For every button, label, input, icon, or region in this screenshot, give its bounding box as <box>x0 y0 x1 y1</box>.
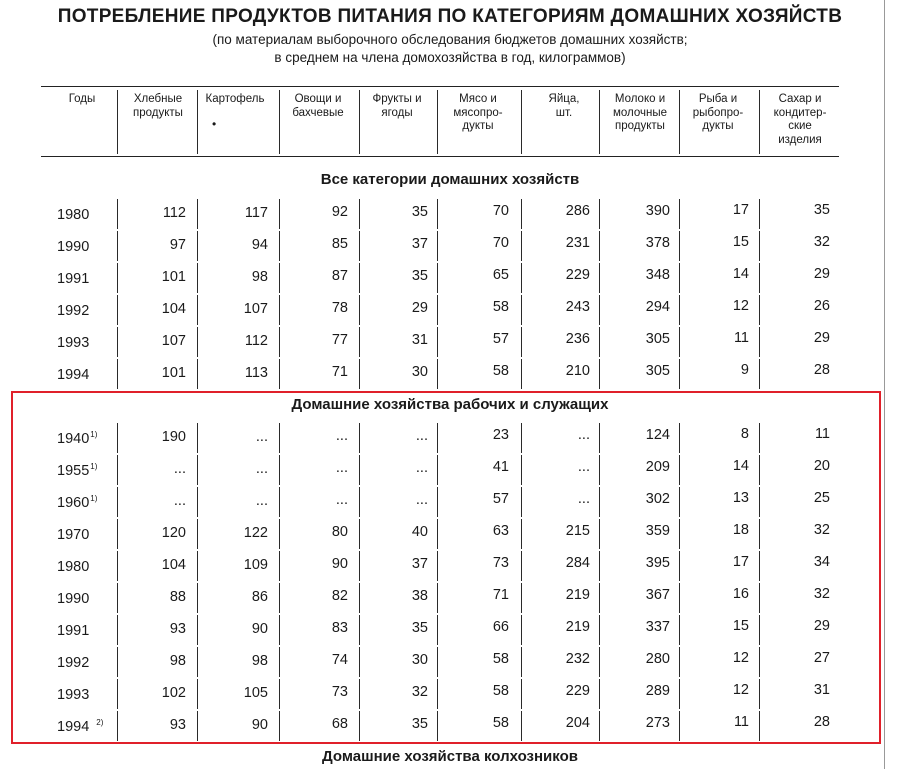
column-divider <box>197 295 198 325</box>
table-cell: 107 <box>243 300 268 317</box>
year-value: 1990 <box>57 239 90 255</box>
column-divider <box>759 295 760 325</box>
table-cell: 120 <box>161 525 186 541</box>
year-value: 1970 <box>57 527 90 543</box>
column-header-line: Яйца, <box>548 93 580 105</box>
table-cell: 90 <box>331 556 348 573</box>
column-divider <box>197 359 198 389</box>
table-cell: 85 <box>331 236 348 253</box>
table-cell: 395 <box>645 554 670 571</box>
table-cell: 113 <box>244 364 268 381</box>
header-column-divider <box>437 90 438 154</box>
table-cell: 28 <box>813 361 830 378</box>
table-subtitle-line-1: (по материалам выборочного обследования бюджетов домашних хозяйств; <box>212 32 688 47</box>
table-cell: 70 <box>492 235 509 252</box>
table-cell: 63 <box>492 523 509 540</box>
table-cell: 229 <box>565 267 590 283</box>
table-cell: 102 <box>161 685 186 701</box>
column-header-line: шт. <box>555 106 573 119</box>
column-header-line: дукты <box>702 120 734 132</box>
year-value: 1980 <box>57 207 90 223</box>
column-divider <box>437 263 438 293</box>
year-value: 1955 <box>57 463 90 479</box>
table-cell: ... <box>335 428 348 445</box>
column-divider <box>359 359 360 389</box>
table-cell: ... <box>173 461 186 477</box>
footnote-mark: 1) <box>90 462 98 471</box>
table-cell: 15 <box>732 618 749 635</box>
column-divider <box>679 359 680 389</box>
table-cell: ... <box>577 427 590 443</box>
row-year <box>57 367 89 383</box>
table-cell: 83 <box>331 620 348 637</box>
table-cell: 35 <box>411 715 428 732</box>
table-cell: 11 <box>733 714 749 731</box>
column-header <box>676 93 760 134</box>
table-cell: 29 <box>813 617 830 634</box>
column-header-line: Сахар и <box>778 93 822 105</box>
table-cell: 11 <box>814 425 830 442</box>
table-cell: 82 <box>331 588 348 605</box>
column-header-line: Фрукты и <box>372 93 422 105</box>
column-divider <box>599 263 600 293</box>
table-cell: 18 <box>732 522 749 539</box>
section-title: Все категории домашних хозяйств <box>320 171 580 188</box>
column-header-line: ягоды <box>381 106 413 119</box>
table-cell: 58 <box>492 715 509 732</box>
row-year <box>57 335 89 351</box>
table-cell: 58 <box>492 299 509 316</box>
table-cell: 31 <box>411 331 428 348</box>
table-cell: 66 <box>492 619 509 636</box>
table-cell: 210 <box>565 363 590 379</box>
column-divider <box>521 231 522 261</box>
table-cell: 109 <box>243 556 268 573</box>
table-cell: 32 <box>813 585 830 602</box>
column-divider <box>521 295 522 325</box>
column-divider <box>117 231 118 261</box>
column-divider <box>359 263 360 293</box>
table-cell: 71 <box>331 364 348 381</box>
column-divider <box>759 359 760 389</box>
column-header-line: дукты <box>462 120 494 132</box>
table-cell: 80 <box>331 524 348 541</box>
table-cell: 98 <box>251 652 268 669</box>
print-speck: • <box>212 117 217 131</box>
column-divider <box>437 295 438 325</box>
column-header-line: Овощи и <box>294 93 342 105</box>
table-cell: 14 <box>732 458 749 475</box>
column-divider <box>521 199 522 229</box>
table-cell: 40 <box>411 523 428 540</box>
column-divider <box>759 231 760 261</box>
table-cell: 17 <box>732 202 749 219</box>
column-divider <box>437 199 438 229</box>
table-cell: 294 <box>645 298 670 315</box>
column-divider <box>197 199 198 229</box>
footnote-mark: 1) <box>90 430 98 439</box>
column-divider <box>359 231 360 261</box>
table-cell: 58 <box>492 651 509 668</box>
table-cell: 29 <box>813 329 830 346</box>
column-divider <box>279 295 280 325</box>
table-cell: 117 <box>244 204 268 221</box>
column-divider <box>279 263 280 293</box>
column-header <box>276 93 360 120</box>
section-title: Домашние хозяйства рабочих и служащих <box>291 396 609 413</box>
table-cell: 289 <box>645 682 670 699</box>
table-cell: 97 <box>169 237 186 253</box>
header-column-divider <box>599 90 600 154</box>
table-cell: 359 <box>645 522 670 539</box>
table-cell: 390 <box>645 202 670 219</box>
table-cell: 11 <box>733 330 749 347</box>
table-cell: 90 <box>251 620 268 637</box>
table-cell: 26 <box>813 297 830 314</box>
column-header-line: изделия <box>778 133 822 146</box>
highlight-box <box>11 391 881 744</box>
table-cell: 27 <box>813 649 830 666</box>
table-cell: 92 <box>331 204 348 221</box>
table-cell: 286 <box>565 203 590 219</box>
table-cell: ... <box>335 460 348 477</box>
table-cell: 229 <box>565 683 590 699</box>
table-cell: ... <box>255 492 268 509</box>
table-cell: 280 <box>645 650 670 667</box>
table-cell: 93 <box>169 621 186 637</box>
table-cell: 30 <box>411 363 428 380</box>
header-column-divider <box>359 90 360 154</box>
column-header-line: кондитер- <box>773 106 827 119</box>
header-column-divider <box>679 90 680 154</box>
column-header-line: Годы <box>68 93 96 105</box>
table-cell: ... <box>415 427 428 444</box>
table-cell: 35 <box>411 203 428 220</box>
column-divider <box>679 199 680 229</box>
table-cell: 232 <box>565 651 590 667</box>
table-cell: 71 <box>492 587 509 604</box>
column-divider <box>521 359 522 389</box>
table-cell: 17 <box>732 554 749 571</box>
column-divider <box>759 327 760 357</box>
table-cell: 90 <box>251 716 268 733</box>
table-cell: 219 <box>565 619 590 635</box>
table-cell: 38 <box>411 587 428 604</box>
table-cell: 122 <box>243 524 268 541</box>
table-cell: 14 <box>732 266 749 283</box>
column-header-line: Рыба и <box>698 93 738 105</box>
column-header <box>522 93 606 120</box>
table-cell: 112 <box>244 332 268 349</box>
table-cell: 58 <box>492 683 509 700</box>
column-divider <box>679 295 680 325</box>
table-cell: 58 <box>492 363 509 380</box>
table-cell: ... <box>577 491 590 507</box>
table-cell: 37 <box>411 555 428 572</box>
column-header-line: продукты <box>133 106 183 119</box>
year-value: 1991 <box>57 271 90 287</box>
column-divider <box>359 199 360 229</box>
table-cell: 101 <box>161 365 186 381</box>
table-cell: 8 <box>740 426 749 443</box>
table-cell: 30 <box>411 651 428 668</box>
column-divider <box>679 327 680 357</box>
column-divider <box>117 359 118 389</box>
column-header-line: Мясо и <box>459 93 497 105</box>
column-divider <box>117 263 118 293</box>
table-cell: 112 <box>162 205 186 221</box>
table-cell: 94 <box>251 236 268 253</box>
table-cell: 16 <box>732 586 749 603</box>
column-divider <box>279 231 280 261</box>
column-header <box>193 93 277 107</box>
column-divider <box>679 231 680 261</box>
table-cell: 25 <box>813 489 830 506</box>
table-cell: 23 <box>492 427 509 444</box>
table-cell: 101 <box>161 269 186 285</box>
table-cell: 302 <box>645 490 670 507</box>
column-divider <box>197 231 198 261</box>
header-top-rule <box>41 86 839 87</box>
table-cell: 284 <box>565 555 590 571</box>
column-divider <box>197 327 198 357</box>
table-cell: 98 <box>169 653 186 669</box>
table-cell: 35 <box>411 619 428 636</box>
row-year <box>57 207 89 223</box>
table-cell: 37 <box>411 235 428 252</box>
column-header-line: молочные <box>612 106 668 119</box>
table-cell: 104 <box>161 301 186 317</box>
table-cell: ... <box>415 459 428 476</box>
year-value: 1994 <box>57 719 90 735</box>
table-cell: 12 <box>732 298 749 315</box>
year-value: 1993 <box>57 687 90 703</box>
table-cell: 105 <box>243 684 268 701</box>
column-divider <box>437 231 438 261</box>
year-value: 1980 <box>57 559 90 575</box>
column-divider <box>197 263 198 293</box>
table-cell: 236 <box>565 331 590 347</box>
table-cell: 367 <box>645 586 670 603</box>
table-cell: 305 <box>645 330 670 347</box>
table-cell: 337 <box>645 618 670 635</box>
table-cell: ... <box>255 460 268 477</box>
column-divider <box>117 295 118 325</box>
table-cell: 28 <box>813 713 830 730</box>
table-cell: 107 <box>161 333 186 349</box>
column-header-line: продукты <box>615 120 665 132</box>
table-cell: 13 <box>732 490 749 507</box>
column-divider <box>759 263 760 293</box>
column-header-line: ские <box>788 120 812 132</box>
column-divider <box>117 199 118 229</box>
table-cell: 204 <box>565 715 590 731</box>
table-cell: 219 <box>565 587 590 603</box>
table-cell: 20 <box>813 457 830 474</box>
header-column-divider <box>197 90 198 154</box>
table-cell: 15 <box>732 234 749 251</box>
column-divider <box>279 199 280 229</box>
table-cell: 305 <box>645 362 670 379</box>
table-cell: 41 <box>492 459 509 476</box>
column-divider <box>359 295 360 325</box>
column-divider <box>521 263 522 293</box>
table-cell: 12 <box>732 682 749 699</box>
table-cell: 32 <box>411 683 428 700</box>
column-divider <box>599 199 600 229</box>
footnote-mark: 1) <box>90 494 98 503</box>
table-cell: 86 <box>251 588 268 605</box>
row-year <box>57 271 89 287</box>
column-divider <box>359 327 360 357</box>
table-cell: 35 <box>813 201 830 218</box>
column-header <box>40 93 124 107</box>
year-value: 1960 <box>57 495 90 511</box>
table-cell: 231 <box>565 235 590 251</box>
column-divider <box>279 359 280 389</box>
column-header-line: бахчевые <box>292 106 344 119</box>
column-header <box>355 93 439 120</box>
row-year <box>57 239 89 255</box>
table-cell: ... <box>255 428 268 445</box>
table-cell: 57 <box>492 331 509 348</box>
table-cell: 32 <box>813 233 830 250</box>
table-cell: 12 <box>732 650 749 667</box>
year-value: 1992 <box>57 655 90 671</box>
table-cell: 378 <box>645 234 670 251</box>
column-divider <box>599 295 600 325</box>
year-value: 1991 <box>57 623 90 639</box>
table-cell: 215 <box>565 523 590 539</box>
header-column-divider <box>117 90 118 154</box>
table-cell: 57 <box>492 491 509 508</box>
section-title: Домашние хозяйства колхозников <box>322 748 578 765</box>
year-value: 1992 <box>57 303 90 319</box>
column-divider <box>679 263 680 293</box>
table-cell: 78 <box>331 300 348 317</box>
footnote-mark: 2) <box>96 718 104 727</box>
table-cell: 29 <box>813 265 830 282</box>
column-divider <box>599 231 600 261</box>
column-divider <box>599 327 600 357</box>
table-cell: 73 <box>492 555 509 572</box>
table-cell: 35 <box>411 267 428 284</box>
header-column-divider <box>279 90 280 154</box>
column-header-line: Молоко и <box>614 93 666 105</box>
table-cell: 273 <box>645 714 670 731</box>
year-value: 1940 <box>57 431 90 447</box>
table-cell: 348 <box>645 266 670 283</box>
column-divider <box>117 327 118 357</box>
column-divider <box>759 199 760 229</box>
row-year <box>57 303 89 319</box>
column-header-line: мясопро- <box>453 106 503 119</box>
table-cell: 34 <box>813 553 830 570</box>
column-header <box>116 93 200 120</box>
table-cell: 73 <box>331 684 348 701</box>
table-title: ПОТРЕБЛЕНИЕ ПРОДУКТОВ ПИТАНИЯ ПО КАТЕГОРИЯМ ДОМАШНИХ ХОЗЯЙСТВ <box>57 6 843 27</box>
table-cell: 32 <box>813 521 830 538</box>
table-cell: ... <box>173 493 186 509</box>
table-cell: 68 <box>331 716 348 733</box>
table-cell: 29 <box>411 299 428 316</box>
table-cell: ... <box>415 491 428 508</box>
table-cell: 9 <box>740 362 749 379</box>
table-cell: 98 <box>251 268 268 285</box>
year-value: 1990 <box>57 591 90 607</box>
column-divider <box>279 327 280 357</box>
header-column-divider <box>521 90 522 154</box>
table-cell: 77 <box>331 332 348 349</box>
column-divider <box>437 327 438 357</box>
table-cell: 70 <box>492 203 509 220</box>
column-header-line: рыбопро- <box>692 106 744 119</box>
header-column-divider <box>759 90 760 154</box>
table-cell: ... <box>577 459 590 475</box>
year-value: 1993 <box>57 335 90 351</box>
table-cell: 243 <box>565 299 590 315</box>
table-cell: 31 <box>813 681 830 698</box>
year-value: 1994 <box>57 367 90 383</box>
column-header <box>436 93 520 134</box>
table-cell: 190 <box>161 429 186 445</box>
table-cell: 74 <box>331 652 348 669</box>
column-divider <box>599 359 600 389</box>
column-header <box>758 93 842 147</box>
column-header-line: Картофель <box>205 93 265 105</box>
column-divider <box>521 327 522 357</box>
column-divider <box>437 359 438 389</box>
table-cell: 124 <box>645 426 670 443</box>
table-cell: 87 <box>331 268 348 285</box>
table-cell: 209 <box>645 458 670 475</box>
table-cell: 65 <box>492 267 509 284</box>
table-cell: 88 <box>169 589 186 605</box>
table-cell: ... <box>335 492 348 509</box>
page-edge <box>884 0 885 769</box>
column-header <box>598 93 682 134</box>
table-subtitle-line-2: в среднем на члена домохозяйства в год, килограммов) <box>274 50 626 65</box>
header-bottom-rule <box>41 156 839 157</box>
column-header-line: Хлебные <box>133 93 183 105</box>
table-cell: 93 <box>169 717 186 733</box>
table-cell: 104 <box>161 557 186 573</box>
